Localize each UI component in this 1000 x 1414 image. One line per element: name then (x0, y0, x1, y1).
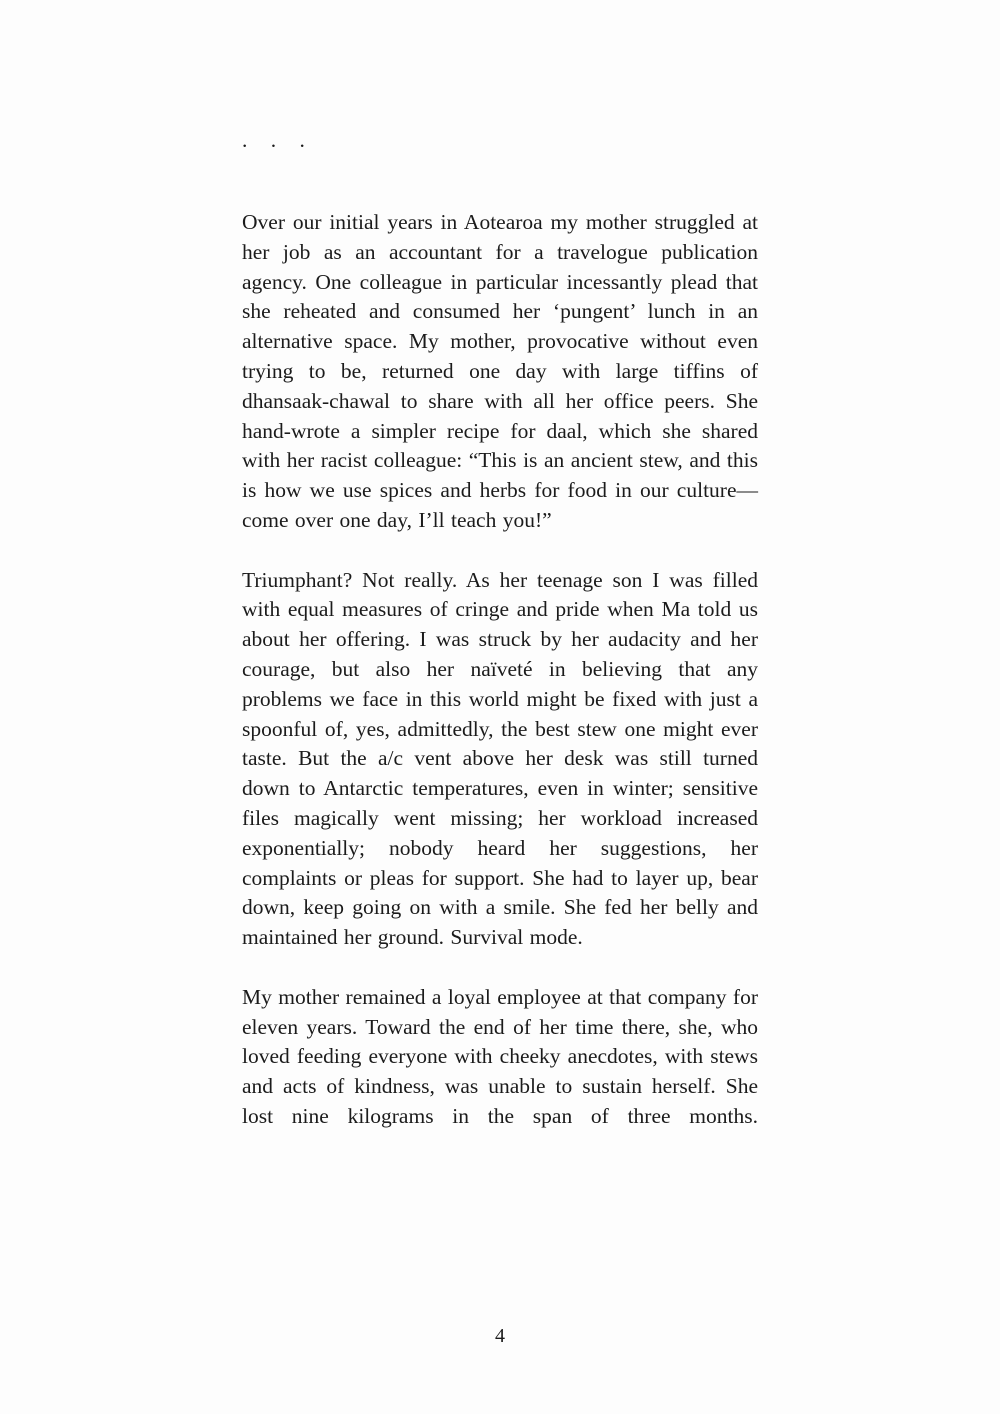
paragraph: Over our initial years in Aotearoa my mother struggled at her job as an accountant for a travelogue publication agency. One colleague in particular incessantly plead that she reheated and consumed her ‘pungent’ lunch in an alternative space. My mother, provocative without even trying to be, returned one day with large tiffins of dhansaak-chawal to share with all her office peers. She hand-wrote a simpler recipe for daal, which she shared with her racist colleague: “This is an ancient stew, and this is how we use spices and herbs for food in our culture—come over one day, I’ll teach you!” (242, 210, 758, 532)
section-break-dots: . . . (242, 128, 314, 152)
body-text (242, 208, 758, 1162)
paragraph: Triumphant? Not really. As her teenage son I was filled with equal measures of cringe and pride when Ma told us about her offering. I was struck by her audacity and her courage, but also her naïveté in believing that any problems we face in this world might be fixed with just a spoonful of, yes, admittedly, the best stew one might ever taste. But the a/c vent above her desk was still turned down to Antarctic temperatures, even in winter; sensitive files magically went missing; her workload increased exponentially; nobody heard her suggestions, her complaints or pleas for support. She had to layer up, bear down, keep going on with a smile. She fed her belly and maintained her ground. Survival mode. (242, 567, 758, 950)
paragraph: My mother remained a loyal employee at that company for eleven years. Toward the end of her time there, she, who loved feeding everyone with cheeky anecdotes, with stews and acts of kindness, was unable to sustain herself. She lost nine kilograms in the span of three months. (242, 984, 758, 1128)
page-number: 4 (495, 1325, 505, 1347)
